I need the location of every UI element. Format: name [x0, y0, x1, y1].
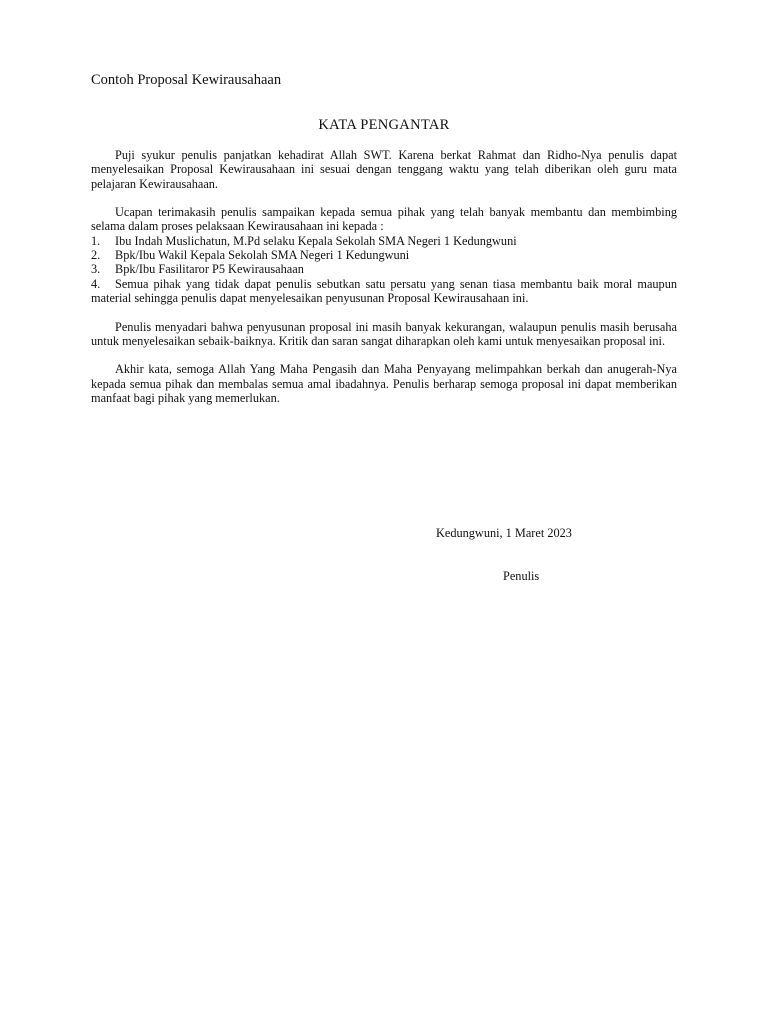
list-item-number: 2.	[91, 248, 101, 263]
document-heading: Contoh Proposal Kewirausahaan	[91, 72, 282, 88]
list-item-text: Bpk/Ibu Wakil Kepala Sekolah SMA Negeri 1 Kedungwuni	[115, 248, 410, 263]
document-body	[91, 148, 677, 420]
list-item	[91, 277, 677, 306]
paragraph-gratitude: Puji syukur penulis panjatkan kehadirat Allah SWT. Karena berkat Rahmat dan Ridho-Nya penulis dapat menyelesaikan Proposal Kewirausahaan ini sesuai dengan tenggang waktu yang telah diberikan oleh guru mata pelajaran Kewirausahaan.	[91, 148, 677, 191]
list-item-text: Semua pihak yang tidak dapat penulis sebutkan satu persatu yang senan tiasa membantu baik moral maupun material sehingga penulis dapat menyelesaikan penyusunan Proposal Kewirausahaan ini.	[91, 276, 677, 305]
signature-author: Penulis	[503, 569, 540, 583]
list-item-text: Ibu Indah Muslichatun, M.Pd selaku Kepala Sekolah SMA Negeri 1 Kedungwuni	[115, 233, 517, 248]
list-item-number: 3.	[91, 262, 101, 277]
signature-place-date: Kedungwuni, 1 Maret 2023	[436, 526, 572, 540]
list-item	[91, 262, 677, 276]
paragraph-closing: Akhir kata, semoga Allah Yang Maha Pengasih dan Maha Penyayang melimpahkan berkah dan anugerah-Nya kepada semua pihak dan membalas semua amal ibadahnya. Penulis berharap semoga proposal ini dapat memberikan manfaat bagi pihak yang memerlukan.	[91, 362, 677, 406]
list-item-number: 4.	[91, 276, 101, 291]
list-item	[91, 234, 677, 248]
list-item	[91, 248, 677, 262]
list-item-number: 1.	[91, 233, 101, 248]
paragraph-shortcomings: Penulis menyadari bahwa penyusunan proposal ini masih banyak kekurangan, walaupun penulis masih berusaha untuk menyelesaikan sebaik-baiknya. Kritik dan saran sangat diharapkan oleh kami untuk menyesaikan proposal ini.	[91, 319, 677, 348]
list-item-text: Bpk/Ibu Fasilitaror P5 Kewirausahaan	[115, 262, 304, 277]
thanks-list	[91, 234, 677, 305]
page-title: KATA PENGANTAR	[318, 117, 450, 133]
paragraph-thanks-intro: Ucapan terimakasih penulis sampaikan kepada semua pihak yang telah banyak membantu dan membimbing selama dalam proses pelaksaan Kewirausahaan ini kepada :	[91, 205, 677, 234]
